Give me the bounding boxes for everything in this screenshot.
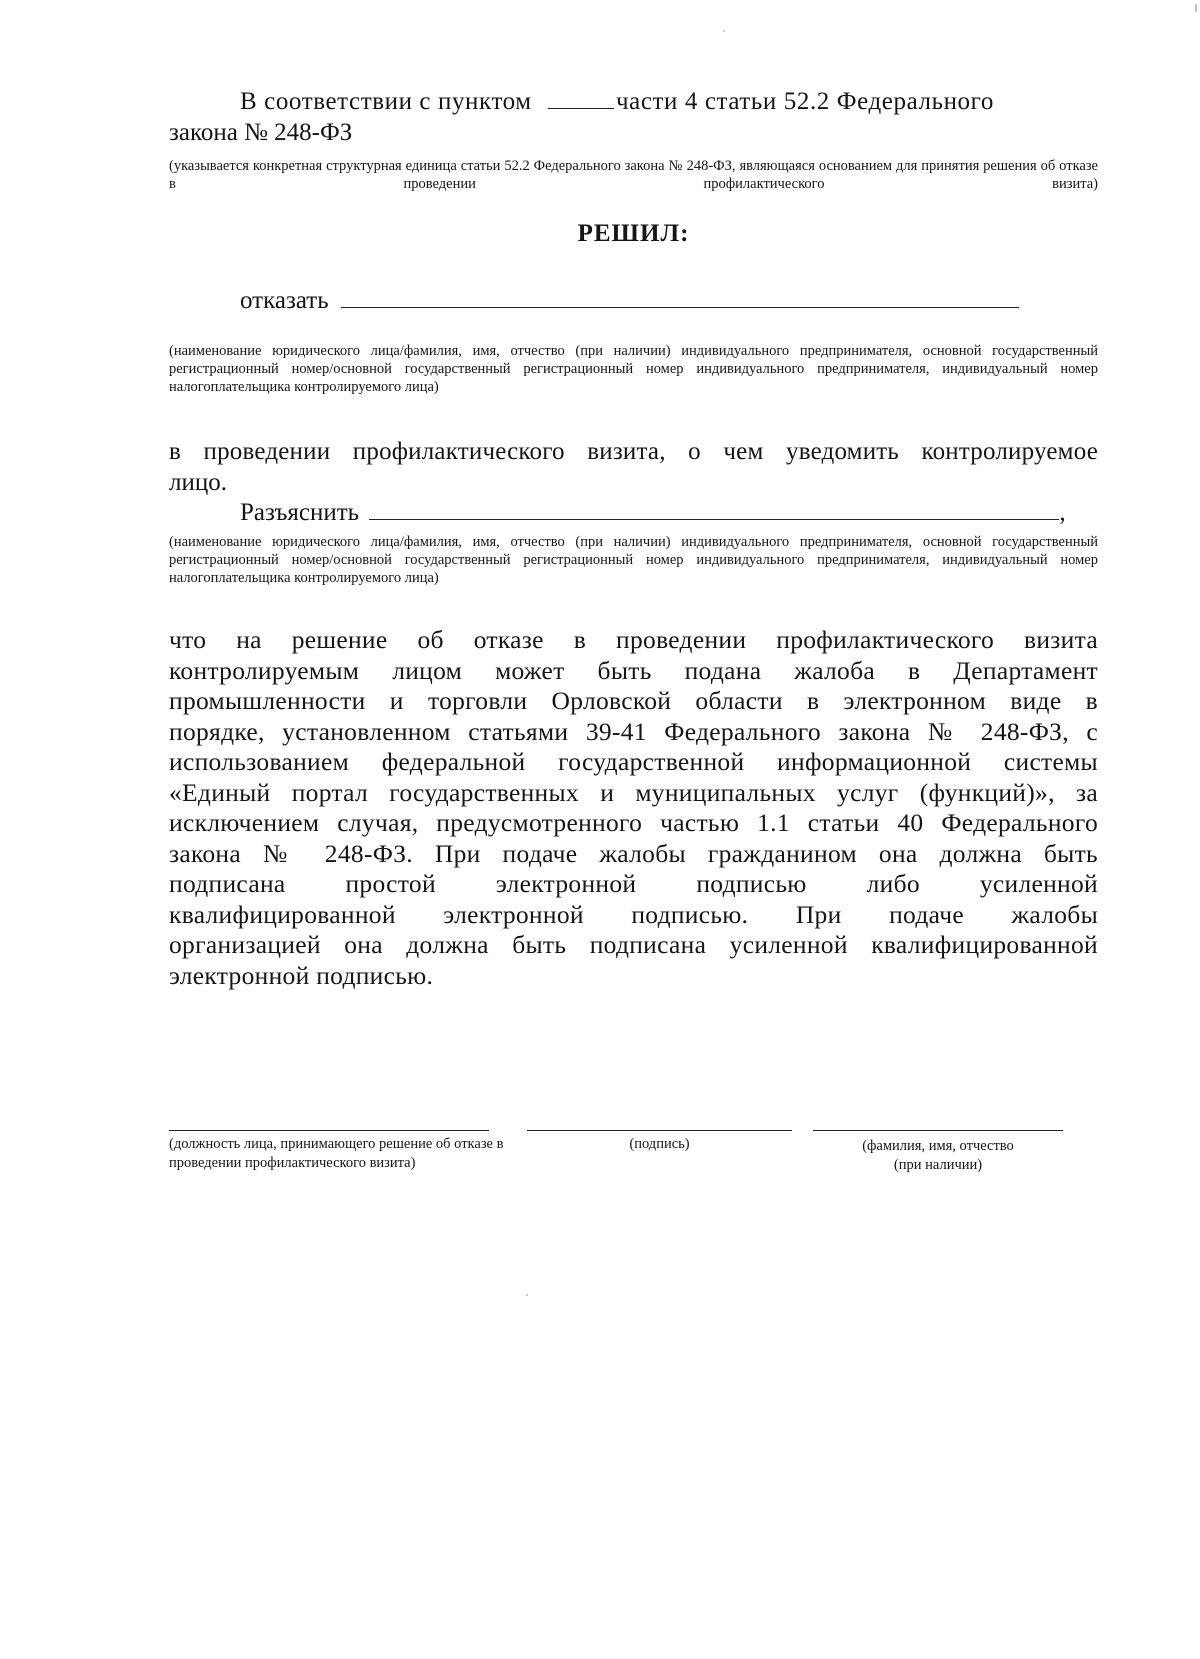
scan-speck	[1195, 4, 1197, 12]
intro-line-1	[240, 86, 1100, 117]
body-line: электронной подписью.	[169, 960, 434, 990]
refuse-note: (наименование юридического лица/фамилия, имя, отчество (при наличии) индивидуального предпринимателя, основной государственный регистрационный номер/основной государственный регистрационный номер индивидуального предпринимателя, индивидуальный номер налогоплательщика контролируемого лица)	[169, 343, 1098, 395]
signature-caption: (подпись)	[629, 1136, 690, 1152]
full-name-caption	[813, 1137, 1063, 1175]
body-line: «Единый портал государственных и муниципальных услуг (функций)», за	[169, 777, 1098, 807]
refuse-line	[240, 285, 1040, 316]
body-line: закона № 248-ФЗ. При подаче жалобы гражданином она должна быть	[169, 838, 1098, 868]
body-line: использованием федеральной государственной информационной системы	[169, 747, 1098, 776]
position-caption: (должность лица, принимающего решение об отказе в проведении профилактического визита)	[169, 1136, 504, 1171]
explain-label: Разъяснить	[240, 499, 360, 526]
intro-line-2: закона № 248-ФЗ	[169, 119, 353, 146]
scan-speck	[526, 1294, 528, 1296]
refuse-entity-blank[interactable]	[341, 307, 1019, 308]
body-line: контролируемым лицом может быть подана жалоба в Департамент	[169, 655, 1098, 685]
body-line: исключением случая, предусмотренного частью 1.1 статьи 40 Федерального	[169, 808, 1098, 837]
body-line: организацией она должна быть подписана усиленной квалифицированной	[169, 930, 1098, 959]
explain-comma: ,	[1059, 499, 1066, 526]
full-name-signature-line[interactable]	[813, 1130, 1063, 1131]
full-name-caption-line-2: (при наличии)	[893, 1157, 983, 1173]
refuse-continuation-line-2: лицо.	[169, 469, 227, 496]
intro-note: (указывается конкретная структурная единица статьи 52.2 Федерального закона № 248-ФЗ, являющаяся основанием для принятия решения об отказе в проведении профилактического визита)	[169, 158, 1098, 192]
appeal-explanation	[169, 625, 1098, 991]
intro-text-start: В соответствии с пунктом	[240, 88, 532, 115]
body-line: порядке, установленном статьями 39-41 Федерального закона № 248-ФЗ, с	[169, 716, 1098, 746]
decision-heading: РЕШИЛ:	[577, 220, 690, 247]
explain-line	[240, 497, 1110, 528]
explain-entity-blank[interactable]	[369, 519, 1059, 520]
body-line: квалифицированной электронной подписью. При подаче жалобы	[169, 899, 1098, 929]
explain-note: (наименование юридического лица/фамилия, имя, отчество (при наличии) индивидуального предпринимателя, основной государственный регистрационный номер/основной государственный регистрационный номер индивидуального предпринимателя, индивидуальный номер налогоплательщика контролируемого лица)	[169, 534, 1098, 586]
position-signature-line[interactable]	[169, 1130, 489, 1131]
signature-line[interactable]	[527, 1130, 792, 1131]
intro-text-end: части 4 статьи 52.2 Федерального	[615, 88, 994, 115]
body-line: промышленности и торговли Орловской области в электронном виде в	[169, 686, 1098, 715]
body-line: что на решение об отказе в проведении профилактического визита	[169, 625, 1098, 654]
full-name-caption-line-1: (фамилия, имя, отчество	[862, 1138, 1014, 1154]
scan-speck	[723, 30, 725, 32]
item-number-blank[interactable]	[548, 108, 614, 109]
body-line: подписана простой электронной подписью либо усиленной	[169, 869, 1098, 898]
refuse-label: отказать	[240, 287, 329, 314]
refuse-continuation-line-1: в проведении профилактического визита, о чем уведомить контролируемое	[169, 438, 1098, 465]
